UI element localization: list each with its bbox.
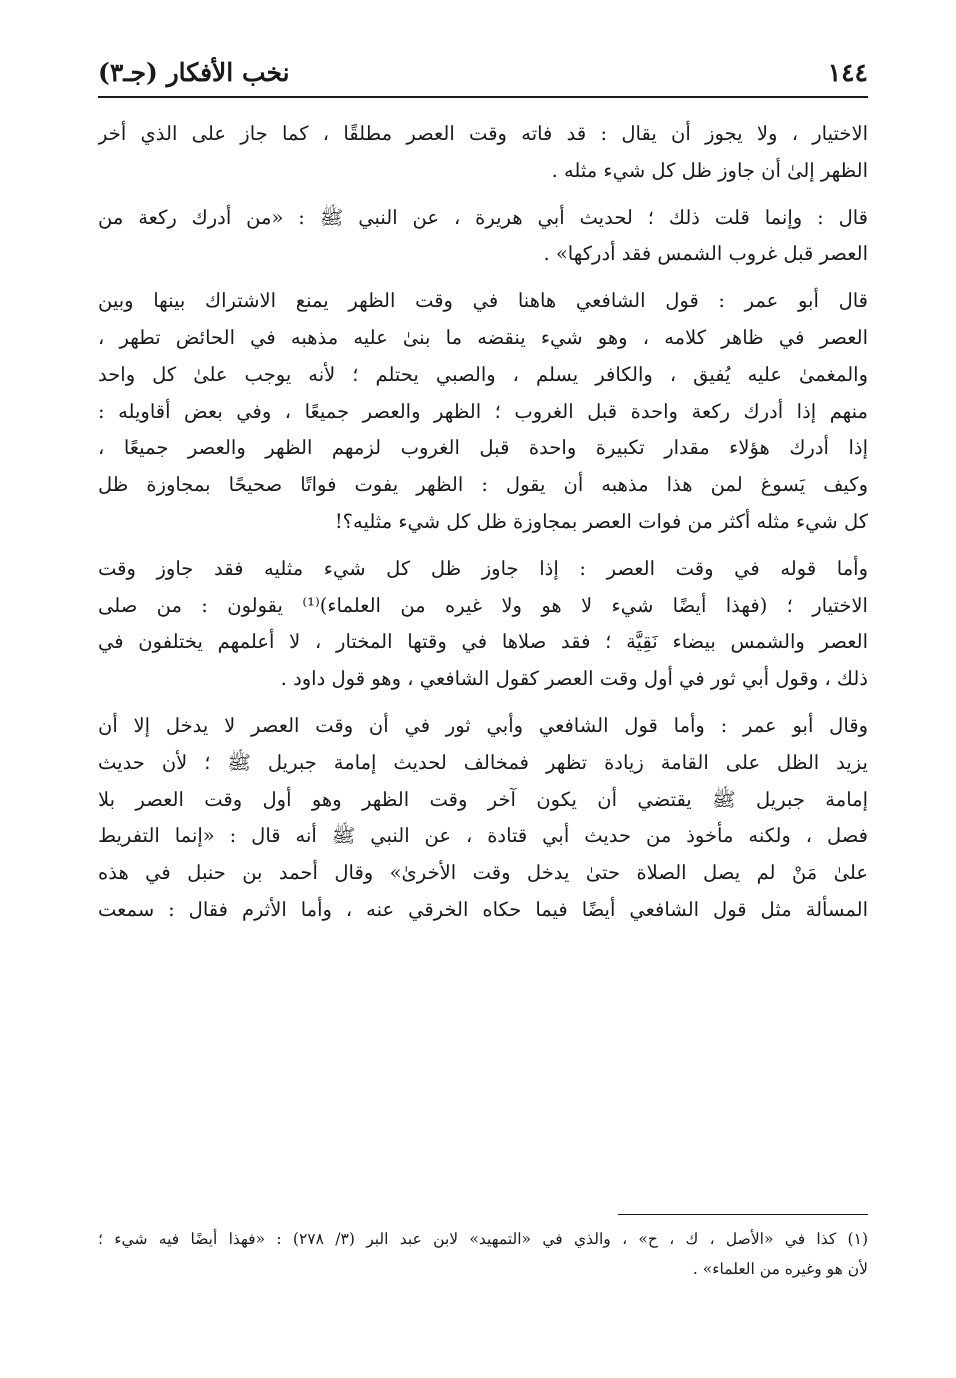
paragraph bbox=[98, 116, 868, 190]
paragraph bbox=[98, 708, 868, 929]
text-line: وكيف يَسوغ لمن هذا مذهبه أن يقول : الظهر يفوت فواتًا صحيحًا بمجاوزة ظل bbox=[98, 473, 868, 497]
text-line: إمامة جبريل ﷺ يقتضي أن يكون آخر وقت الظهر وهو أول وقت العصر بلا bbox=[98, 787, 868, 811]
text-line: وأما قوله في وقت العصر : إذا جاوز ظل كل شيء مثليه فقد جاوز وقت bbox=[98, 556, 868, 580]
text-line: قال أبو عمر : قول الشافعي هاهنا في وقت الظهر يمنع الاشتراك بينها وبين bbox=[98, 289, 868, 313]
text-line: علىٰ مَنْ لم يصل الصلاة حتىٰ يدخل وقت الأخرىٰ» وقال أحمد بن حنبل في هذه bbox=[98, 861, 868, 885]
footnote-line: لأن هو وغيره من العلماء» . bbox=[692, 1260, 868, 1278]
text-line: فصل ، ولكنه مأخوذ من حديث أبي قتادة ، عن النبي ﷺ أنه قال : «إنما التفريط bbox=[98, 824, 868, 848]
text-line: ذلك ، وقول أبي ثور في أول وقت العصر كقول الشافعي ، وهو قول داود . bbox=[280, 667, 868, 691]
text-line: العصر والشمس بيضاء نَقِيَّة ؛ فقد صلاها في وقتها المختار ، لا أعلمهم يختلفون في bbox=[98, 630, 868, 654]
text-line: منهم إذا أدرك ركعة واحدة قبل الغروب ؛ الظهر والعصر جميعًا ، وفي بعض أقاويله : bbox=[98, 399, 868, 423]
text-line: العصر في ظاهر كلامه ، وهو شيء ينقضه ما بنىٰ عليه مذهبه في الحائض تطهر ، bbox=[98, 325, 868, 349]
text-line: العصر قبل غروب الشمس فقد أدركها» . bbox=[543, 242, 868, 266]
running-header bbox=[98, 52, 868, 98]
footnote-line: (١) كذا في «الأصل ، ك ، ح» ، والذي في «التمهيد» لابن عبد البر (٣/ ٢٧٨) : «فهذا أيضًا فيه شيء ؛ bbox=[98, 1230, 868, 1248]
text-line: الاختيار ، ولا يجوز أن يقال : قد فاته وقت العصر مطلقًا ، كما جاز على الذي أخر bbox=[98, 122, 868, 145]
paragraph bbox=[98, 283, 868, 541]
text-line: يزيد الظل على القامة زيادة تظهر فمخالف لحديث إمامة جبريل ﷺ ؛ لأن حديث bbox=[98, 750, 868, 774]
paragraph bbox=[98, 551, 868, 698]
book-page bbox=[98, 52, 868, 1342]
text-line: وقال أبو عمر : وأما قول الشافعي وأبي ثور في أن وقت العصر لا يدخل إلا أن bbox=[98, 713, 868, 737]
paragraph bbox=[98, 200, 868, 274]
running-title: نخب الأفكار (جـ٣) bbox=[98, 58, 290, 87]
text-line: قال : وإنما قلت ذلك ؛ لحديث أبي هريرة ، عن النبي ﷺ : «من أدرك ركعة من bbox=[98, 205, 868, 229]
footnote-separator bbox=[618, 1214, 868, 1215]
text-line: إذا أدرك هؤلاء مقدار تكبيرة واحدة قبل الغروب لزمهم الظهر والعصر جميعًا ، bbox=[98, 436, 868, 460]
body-text bbox=[98, 116, 868, 929]
text-line: والمغمىٰ عليه يُفيق ، والكافر يسلم ، والصبي يحتلم ؛ لأنه يوجب علىٰ كل واحد bbox=[98, 362, 868, 386]
text-line: المسألة مثل قول الشافعي أيضًا فيما حكاه الخرقي عنه ، وأما الأثرم فقال : سمعت bbox=[98, 897, 868, 921]
text-line: الاختيار ؛ (فهذا أيضًا شيء لا هو ولا غيره من العلماء)⁽¹⁾ يقولون : من صلى bbox=[98, 593, 868, 617]
text-line: كل شيء مثله أكثر من فوات العصر بمجاوزة ظل كل شيء مثليه؟! bbox=[334, 509, 868, 533]
page-number: ١٤٤ bbox=[827, 58, 868, 87]
text-line: الظهر إلىٰ أن جاوز ظل كل شيء مثله . bbox=[551, 158, 868, 182]
footnotes bbox=[98, 1224, 868, 1284]
